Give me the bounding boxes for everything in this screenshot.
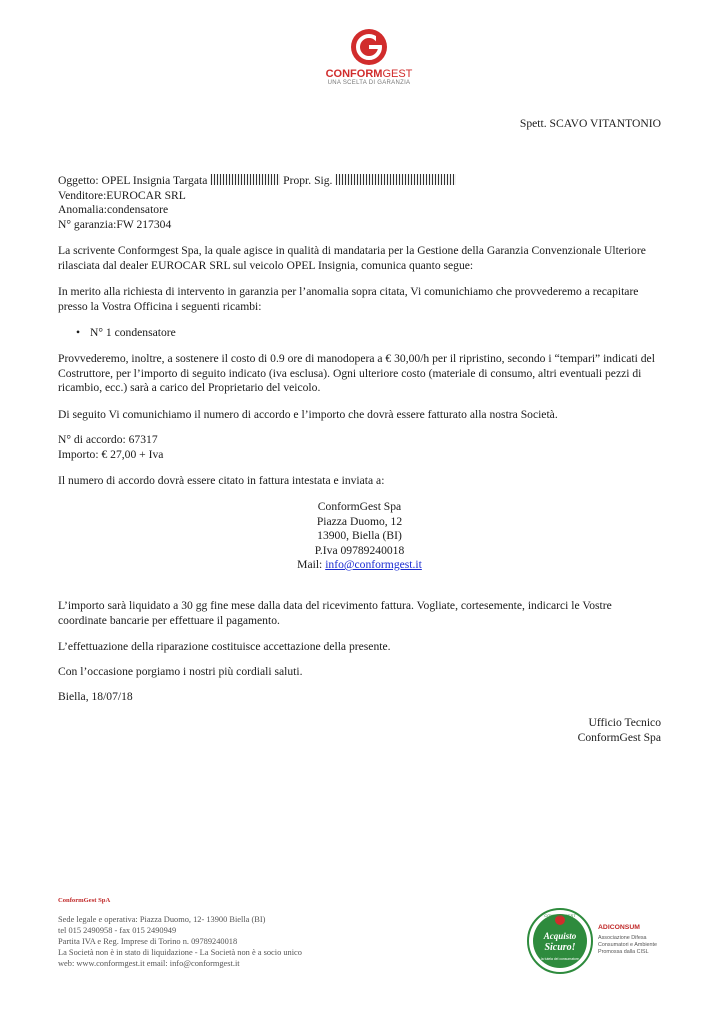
paragraph-request: In merito alla richiesta di intervento in garanzia per l’anomalia sopra citata, Vi comunichiamo che provvederemo a recapitare presso la Vostra Officina i seguenti ricambi: (58, 285, 639, 313)
adiconsum-desc: Associazione Difesa Consumatori e Ambiente Promossa dalla CISL (598, 935, 658, 955)
address-street: Piazza Duomo, 12 (316, 514, 403, 528)
footer-line: Partita IVA e Reg. Imprese di Torino n. 09789240018 (58, 937, 238, 946)
company-logo (319, 27, 419, 86)
address-city: 13900, Biella (BI) (317, 529, 402, 542)
signature-company: ConformGest Spa (577, 730, 661, 744)
adiconsum-logo (598, 924, 657, 956)
owner-redacted (335, 174, 456, 185)
plate-redacted (210, 174, 280, 185)
conformgest-logo-icon (349, 27, 389, 67)
agreement-block (58, 433, 663, 462)
footer-info (58, 914, 302, 969)
badge-main-2: Sicuro! (544, 942, 576, 953)
acquisto-sicuro-badge-icon (527, 908, 593, 974)
adiconsum-name: ADICONSUM (598, 924, 640, 931)
recipient: Spett. SCAVO VITANTONIO (519, 117, 661, 130)
seller-line: Venditore:EUROCAR SRL (58, 188, 186, 202)
footer-line: Sede legale e operativa: Piazza Duomo, 12- 13900 Biella (BI) (58, 915, 266, 924)
invoice-address (0, 500, 719, 573)
address-mail: Mail: info@conformgest.it (297, 558, 422, 571)
footer-line: tel 015 2490958 - fax 015 2490949 (58, 926, 177, 935)
paragraph-intro: La scrivente Conformgest Spa, la quale agisce in qualità di mandataria per la Gestione della Garanzia Convenzionale Ulteriore rilasciata dal dealer EUROCAR SRL sul veicolo OPEL Insignia, comunica quanto segue: (58, 244, 646, 272)
signature-office: Ufficio Tecnico (588, 716, 661, 729)
list-item: • N° 1 condensatore (58, 326, 663, 341)
agreement-number: N° di accordo: 67317 (58, 433, 158, 446)
paragraph-invoice: Il numero di accordo dovrà essere citato in fattura intestata e inviata a: (58, 474, 385, 487)
letter-date: Biella, 18/07/18 (58, 690, 133, 703)
anomaly-line: Anomalia:condensatore (58, 203, 169, 216)
address-vat: P.Iva 09789240018 (314, 543, 405, 557)
address-name: ConformGest Spa (317, 500, 402, 513)
footer-company: ConformGest SpA (58, 897, 111, 904)
email-link[interactable]: info@conformgest.it (325, 558, 422, 571)
amount: Importo: € 27,00 + Iva (58, 447, 164, 461)
badge-top-text: CONFORMGEST (544, 913, 576, 918)
warranty-line: N° garanzia:FW 217304 (58, 217, 172, 231)
logo-tagline: UNA SCELTA DI GARANZIA (327, 80, 411, 86)
footer-line: web: www.conformgest.it email: info@conformgest.it (58, 959, 240, 968)
letter-header (58, 174, 663, 232)
logo-brand: CONFORMGEST (325, 68, 413, 80)
paragraph-greetings: Con l’occasione porgiamo i nostri più cordiali saluti. (58, 665, 303, 678)
paragraph-payment: L’importo sarà liquidato a 30 gg fine mese dalla data del ricevimento fattura. Vogliate, cortesemente, indicarci le Vostre coordinate bancarie per effettuare il pagamento. (58, 599, 612, 627)
subject-line: Oggetto: OPEL Insignia Targata Propr. Sig. (58, 174, 663, 189)
paragraph-agreement-intro: Di seguito Vi comunichiamo il numero di accordo e l’importo che dovrà essere fatturato alla nostra Società. (58, 408, 558, 421)
paragraph-costs: Provvederemo, inoltre, a sostenere il costo di 0.9 ore di manodopera a € 30,00/h per il ripristino, secondo i “tempari” indicati del Costruttore, per l’importo di seguito indicato (iva esclusa). Ogni ulteriore costo (materiale di consumo, altri eventuali pezzi di ricambio, ecc.) sarà a carico del Proprietario del veicolo. (58, 352, 655, 394)
badge-bottom-text: la tutela del consumatore (541, 957, 579, 961)
paragraph-acceptance: L’effettuazione della riparazione costituisce accettazione della presente. (58, 640, 391, 653)
footer-line: La Società non è in stato di liquidazione - La Società non è a socio unico (58, 948, 302, 957)
signature (578, 716, 661, 745)
parts-list (58, 326, 663, 341)
badge-main-1: Acquisto (543, 931, 577, 941)
